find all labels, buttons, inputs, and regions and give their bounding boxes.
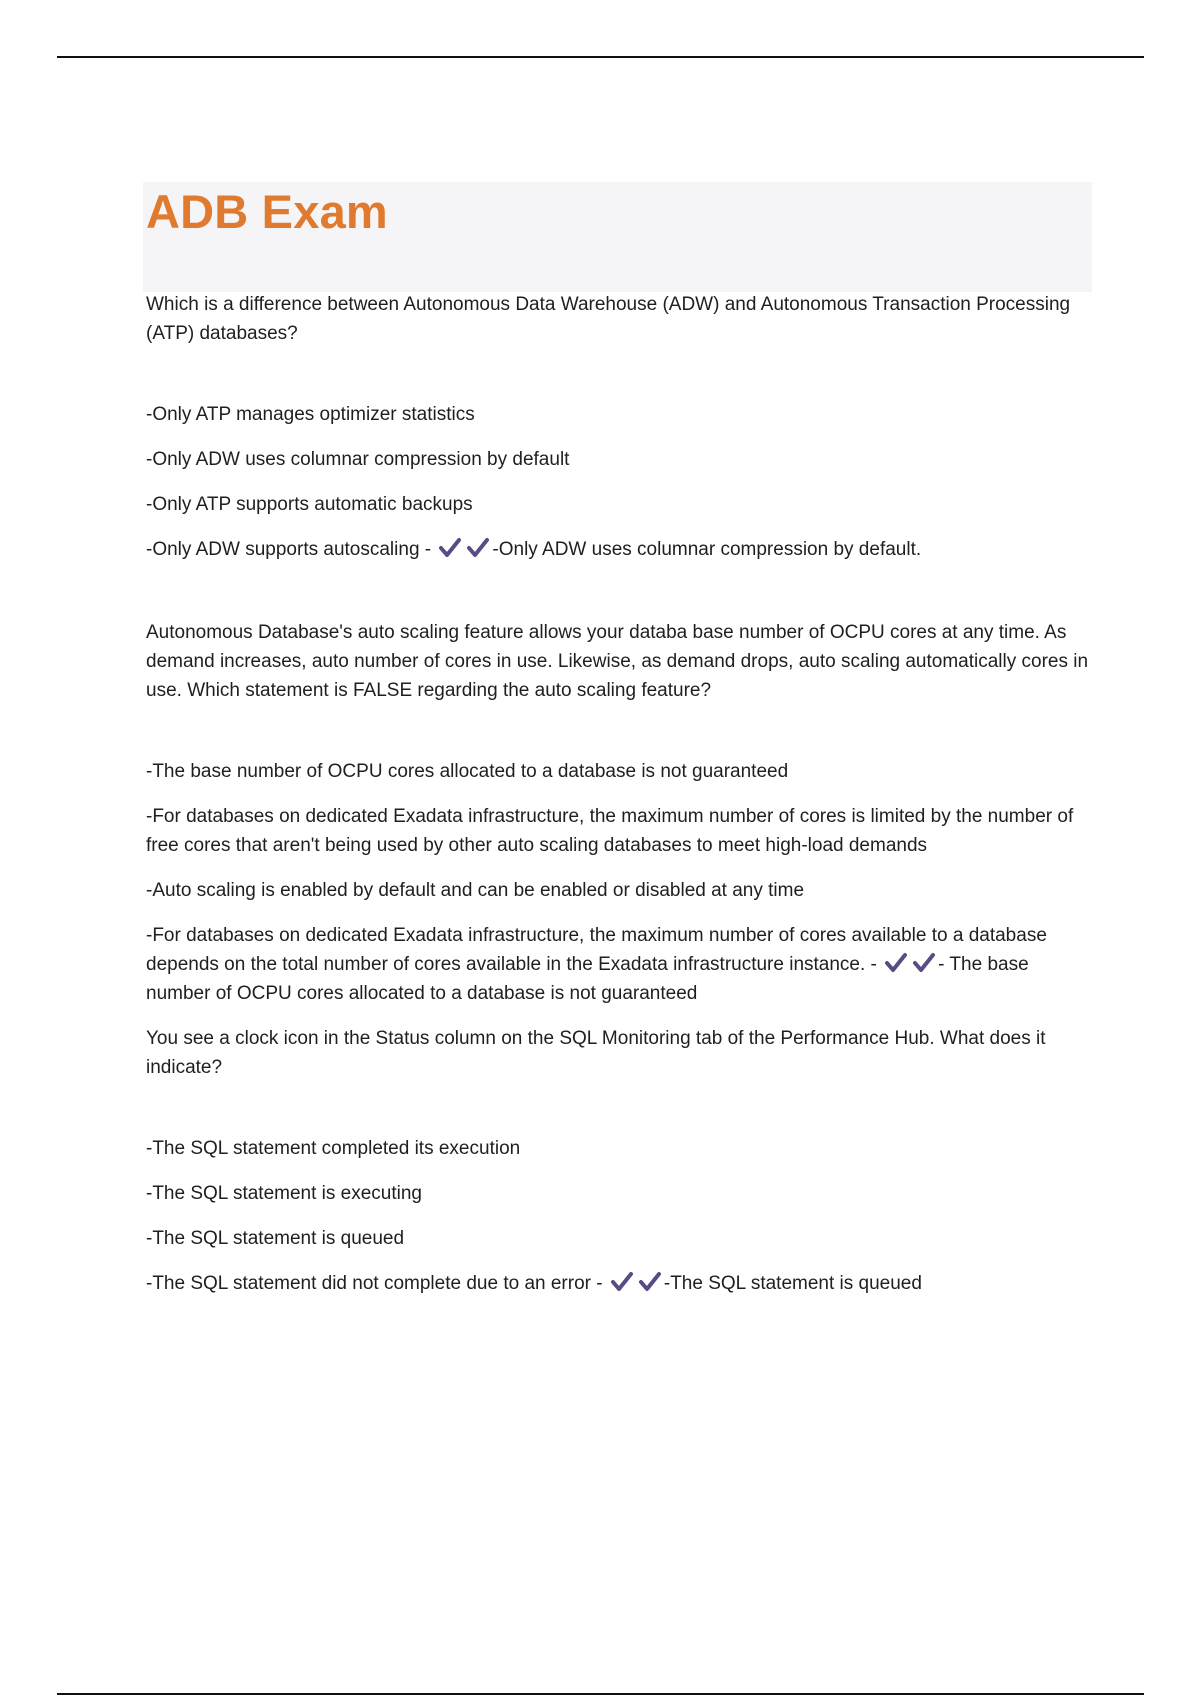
document-body xyxy=(146,290,1091,1314)
options-list xyxy=(146,400,1091,564)
checkmark-icon xyxy=(884,952,908,974)
option-item: -For databases on dedicated Exadata infrastructure, the maximum number of cores is limited by the number of free cores that aren't being used by other auto scaling databases to meet high-load demands xyxy=(146,806,1074,856)
bottom-rule xyxy=(57,1693,1144,1695)
options-list xyxy=(146,757,1091,1008)
question-block xyxy=(146,290,1091,564)
question-text: You see a clock icon in the Status column on the SQL Monitoring tab of the Performance Hub. What does it indicate? xyxy=(146,1028,1046,1078)
checkmark-icon xyxy=(610,1271,634,1293)
question-block xyxy=(146,618,1091,1008)
answer-text: -The SQL statement is queued xyxy=(663,1273,922,1294)
option-with-answer xyxy=(146,921,1091,1008)
option-item: -The SQL statement completed its execution xyxy=(146,1138,521,1159)
options-list xyxy=(146,1134,1091,1298)
option-with-answer xyxy=(146,535,1091,564)
checkmark-icon xyxy=(438,537,462,559)
option-item: -Only ADW uses columnar compression by default xyxy=(146,449,570,470)
option-item: -The SQL statement is queued xyxy=(146,1228,405,1249)
option-item: -The SQL statement is executing xyxy=(146,1183,422,1204)
option-item: -The SQL statement did not complete due to an error - xyxy=(146,1273,603,1294)
option-item: -Auto scaling is enabled by default and can be enabled or disabled at any time xyxy=(146,880,805,901)
option-item: -For databases on dedicated Exadata infrastructure, the maximum number of cores available to a database depends on the total number of cores available in the Exadata infrastructure instance. - xyxy=(146,925,1047,975)
question-text: Autonomous Database's auto scaling feature allows your databa base number of OCPU cores at any time. As demand increases, auto number of cores in use. Likewise, as demand drops, auto scaling automatically cores in use. Which statement is FALSE regarding the auto scaling feature? xyxy=(146,622,1089,701)
answer-text: -Only ADW uses columnar compression by default. xyxy=(492,539,922,560)
question-text: Which is a difference between Autonomous Data Warehouse (ADW) and Autonomous Transaction Processing (ATP) databases? xyxy=(146,294,1071,344)
checkmark-icon xyxy=(638,1271,662,1293)
top-rule xyxy=(57,56,1144,58)
option-item: -Only ATP supports automatic backups xyxy=(146,494,473,515)
answer-text: - The base number of OCPU cores allocated to a database is not guaranteed xyxy=(146,954,1029,1004)
checkmark-icon xyxy=(466,537,490,559)
checkmark-icon xyxy=(912,952,936,974)
document-title: ADB Exam xyxy=(146,185,388,238)
option-item: -The base number of OCPU cores allocated to a database is not guaranteed xyxy=(146,761,789,782)
option-item: -Only ATP manages optimizer statistics xyxy=(146,404,475,425)
option-item: -Only ADW supports autoscaling - xyxy=(146,539,432,560)
question-block xyxy=(146,1024,1091,1298)
option-with-answer xyxy=(146,1269,1091,1298)
